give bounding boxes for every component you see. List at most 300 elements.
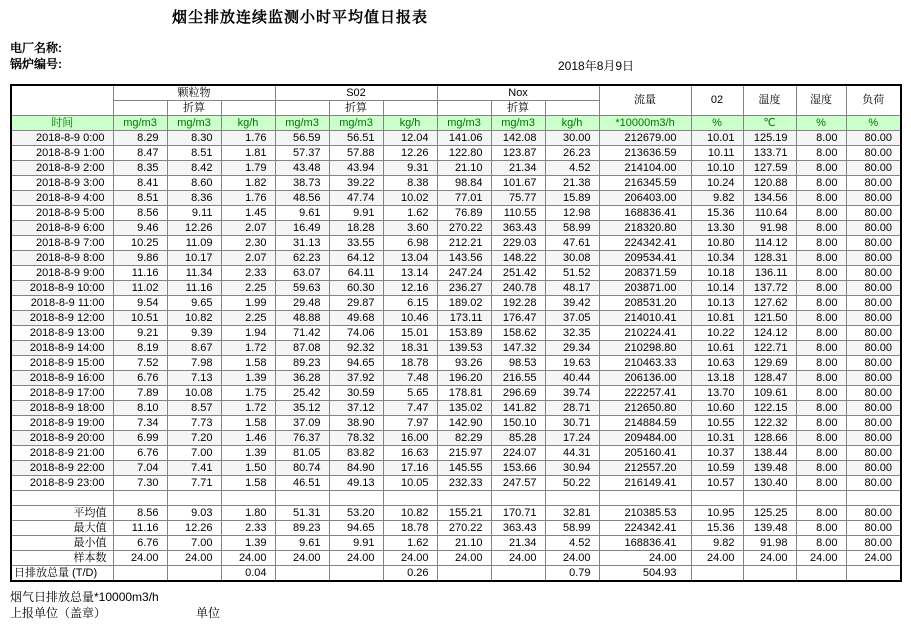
cell: 24.00 — [275, 551, 329, 566]
cell: 9.39 — [167, 326, 221, 341]
cell: 8.42 — [167, 161, 221, 176]
cell: 8.00 — [796, 176, 846, 191]
cell: 216.55 — [491, 371, 545, 386]
cell: 32.81 — [545, 506, 599, 521]
cell: 8.57 — [167, 401, 221, 416]
table-row — [11, 146, 901, 161]
cell: 10.60 — [691, 401, 743, 416]
cell: 43.48 — [275, 161, 329, 176]
cell: 12.26 — [167, 221, 221, 236]
cell: 40.44 — [545, 371, 599, 386]
column-load-header: 负荷 — [846, 85, 901, 116]
table-row — [11, 431, 901, 446]
cell: 8.00 — [796, 461, 846, 476]
cell: 128.66 — [743, 431, 796, 446]
unit-cell: % — [691, 116, 743, 131]
cell: 12.26 — [383, 146, 437, 161]
cell: 64.12 — [329, 251, 383, 266]
cell: 8.19 — [113, 341, 167, 356]
cell: 8.36 — [167, 191, 221, 206]
cell: 363.43 — [491, 221, 545, 236]
cell: 9.65 — [167, 296, 221, 311]
cell: 122.32 — [743, 416, 796, 431]
cell: 8.10 — [113, 401, 167, 416]
cell: 8.00 — [796, 281, 846, 296]
cell: 53.20 — [329, 506, 383, 521]
cell: 1.58 — [221, 476, 275, 491]
cell: 1.81 — [221, 146, 275, 161]
cell: 1.45 — [221, 206, 275, 221]
cell: 10.11 — [691, 146, 743, 161]
cell: 56.51 — [329, 131, 383, 146]
unit-cell: *10000m3/h — [599, 116, 691, 131]
cell: 148.22 — [491, 251, 545, 266]
cell: 24.00 — [491, 551, 545, 566]
cell: 8.38 — [383, 176, 437, 191]
cell: 212557.20 — [599, 461, 691, 476]
cell: 216345.59 — [599, 176, 691, 191]
cell: 11.09 — [167, 236, 221, 251]
cell: 80.00 — [846, 341, 901, 356]
cell: 37.92 — [329, 371, 383, 386]
cell: 1.39 — [221, 446, 275, 461]
cell: 6.15 — [383, 296, 437, 311]
cell: 18.78 — [383, 521, 437, 536]
cell: 37.12 — [329, 401, 383, 416]
time-cell: 2018-8-9 6:00 — [11, 221, 113, 236]
empty-cell — [11, 491, 113, 506]
cell: 8.00 — [796, 356, 846, 371]
cell: 137.72 — [743, 281, 796, 296]
unit-cell: % — [796, 116, 846, 131]
cell: 10.63 — [691, 356, 743, 371]
conversion-label: 折算 — [167, 101, 221, 116]
time-cell: 2018-8-9 8:00 — [11, 251, 113, 266]
cell: 192.28 — [491, 296, 545, 311]
cell: 80.00 — [846, 146, 901, 161]
time-cell: 2018-8-9 1:00 — [11, 146, 113, 161]
cell: 128.47 — [743, 371, 796, 386]
cell: 49.13 — [329, 476, 383, 491]
cell: 1.72 — [221, 341, 275, 356]
cell: 145.55 — [437, 461, 491, 476]
cell: 56.59 — [275, 131, 329, 146]
unit-cell: mg/m3 — [113, 116, 167, 131]
cell: 78.32 — [329, 431, 383, 446]
cell: 1.62 — [383, 206, 437, 221]
cell: 8.51 — [167, 146, 221, 161]
cell: 28.71 — [545, 401, 599, 416]
column-flow-header: 流量 — [599, 85, 691, 116]
cell: 136.11 — [743, 266, 796, 281]
cell: 127.62 — [743, 296, 796, 311]
empty-subheader — [383, 101, 437, 116]
cell: 37.09 — [275, 416, 329, 431]
time-cell: 2018-8-9 7:00 — [11, 236, 113, 251]
cell: 18.31 — [383, 341, 437, 356]
cell: 7.98 — [167, 356, 221, 371]
cell: 122.80 — [437, 146, 491, 161]
column-temperature-header: 温度 — [743, 85, 796, 116]
cell: 142.90 — [437, 416, 491, 431]
cell: 210385.53 — [599, 506, 691, 521]
time-cell: 2018-8-9 2:00 — [11, 161, 113, 176]
cell: 13.70 — [691, 386, 743, 401]
time-cell: 2018-8-9 19:00 — [11, 416, 113, 431]
cell: 8.00 — [796, 521, 846, 536]
column-humidity-header: 湿度 — [796, 85, 846, 116]
cell: 2.25 — [221, 281, 275, 296]
cell: 8.30 — [167, 131, 221, 146]
unit-cell: mg/m3 — [275, 116, 329, 131]
cell: 168836.41 — [599, 206, 691, 221]
cell: 8.00 — [796, 296, 846, 311]
cell: 80.00 — [846, 296, 901, 311]
cell: 213636.59 — [599, 146, 691, 161]
cell: 7.48 — [383, 371, 437, 386]
time-cell: 2018-8-9 5:00 — [11, 206, 113, 221]
cell: 138.44 — [743, 446, 796, 461]
empty-cell — [691, 491, 743, 506]
cell: 8.00 — [796, 341, 846, 356]
cell — [491, 566, 545, 582]
cell: 43.94 — [329, 161, 383, 176]
cell: 224.07 — [491, 446, 545, 461]
cell: 60.30 — [329, 281, 383, 296]
cell: 17.16 — [383, 461, 437, 476]
cell: 80.00 — [846, 251, 901, 266]
cell: 89.23 — [275, 356, 329, 371]
time-cell: 2018-8-9 22:00 — [11, 461, 113, 476]
cell: 18.78 — [383, 356, 437, 371]
cell: 8.00 — [796, 506, 846, 521]
table-row — [11, 386, 901, 401]
unit-cell: mg/m3 — [491, 116, 545, 131]
cell: 109.61 — [743, 386, 796, 401]
cell: 8.00 — [796, 191, 846, 206]
cell: 7.00 — [167, 446, 221, 461]
cell: 51.52 — [545, 266, 599, 281]
cell: 7.47 — [383, 401, 437, 416]
empty-cell — [599, 491, 691, 506]
cell: 9.03 — [167, 506, 221, 521]
cell: 196.20 — [437, 371, 491, 386]
cell — [167, 566, 221, 582]
cell: 0.04 — [221, 566, 275, 582]
cell: 80.00 — [846, 221, 901, 236]
cell: 92.32 — [329, 341, 383, 356]
column-o2-header: 02 — [691, 85, 743, 116]
cell: 7.97 — [383, 416, 437, 431]
cell: 8.00 — [796, 476, 846, 491]
cell — [846, 566, 901, 582]
cell: 153.66 — [491, 461, 545, 476]
cell: 11.16 — [113, 266, 167, 281]
summary-row — [11, 566, 901, 582]
time-cell: 2018-8-9 9:00 — [11, 266, 113, 281]
cell: 80.00 — [846, 521, 901, 536]
cell: 64.11 — [329, 266, 383, 281]
cell: 114.12 — [743, 236, 796, 251]
cell: 209534.41 — [599, 251, 691, 266]
cell: 247.57 — [491, 476, 545, 491]
corner-cell — [11, 85, 113, 116]
cell: 12.16 — [383, 281, 437, 296]
cell: 10.14 — [691, 281, 743, 296]
table-row — [11, 401, 901, 416]
cell — [275, 566, 329, 582]
time-cell: 2018-8-9 20:00 — [11, 431, 113, 446]
cell: 9.86 — [113, 251, 167, 266]
unit-cell: kg/h — [545, 116, 599, 131]
cell: 80.00 — [846, 266, 901, 281]
cell: 1.99 — [221, 296, 275, 311]
cell: 224342.41 — [599, 521, 691, 536]
cell: 209484.00 — [599, 431, 691, 446]
cell — [743, 566, 796, 582]
cell: 3.60 — [383, 221, 437, 236]
cell: 10.59 — [691, 461, 743, 476]
cell: 10.22 — [691, 326, 743, 341]
cell: 10.02 — [383, 191, 437, 206]
cell: 1.76 — [221, 131, 275, 146]
time-cell: 2018-8-9 13:00 — [11, 326, 113, 341]
cell: 10.81 — [691, 311, 743, 326]
cell: 1.76 — [221, 191, 275, 206]
cell: 6.99 — [113, 431, 167, 446]
time-cell: 2018-8-9 3:00 — [11, 176, 113, 191]
cell: 80.00 — [846, 386, 901, 401]
cell: 9.21 — [113, 326, 167, 341]
cell: 48.88 — [275, 311, 329, 326]
cell: 8.00 — [796, 131, 846, 146]
cell: 1.94 — [221, 326, 275, 341]
cell: 98.53 — [491, 356, 545, 371]
cell: 80.00 — [846, 536, 901, 551]
cell: 8.00 — [796, 401, 846, 416]
cell: 8.00 — [796, 206, 846, 221]
cell: 15.89 — [545, 191, 599, 206]
cell: 139.53 — [437, 341, 491, 356]
cell: 13.14 — [383, 266, 437, 281]
cell: 21.10 — [437, 536, 491, 551]
cell: 236.27 — [437, 281, 491, 296]
empty-cell — [491, 491, 545, 506]
cell: 8.00 — [796, 431, 846, 446]
cell: 158.62 — [491, 326, 545, 341]
cell: 124.12 — [743, 326, 796, 341]
cell: 0.26 — [383, 566, 437, 582]
cell: 1.58 — [221, 416, 275, 431]
cell: 129.69 — [743, 356, 796, 371]
cell: 80.00 — [846, 131, 901, 146]
cell: 189.02 — [437, 296, 491, 311]
cell: 251.42 — [491, 266, 545, 281]
cell: 122.15 — [743, 401, 796, 416]
cell: 10.82 — [167, 311, 221, 326]
cell: 232.33 — [437, 476, 491, 491]
unit-cell: mg/m3 — [329, 116, 383, 131]
cell: 110.64 — [743, 206, 796, 221]
time-cell: 2018-8-9 11:00 — [11, 296, 113, 311]
table-row — [11, 341, 901, 356]
cell: 77.01 — [437, 191, 491, 206]
cell: 8.67 — [167, 341, 221, 356]
cell: 8.00 — [796, 416, 846, 431]
cell: 12.26 — [167, 521, 221, 536]
cell: 17.24 — [545, 431, 599, 446]
cell: 47.61 — [545, 236, 599, 251]
cell: 216149.41 — [599, 476, 691, 491]
cell: 9.91 — [329, 536, 383, 551]
summary-label: 样本数 — [11, 551, 113, 566]
cell: 58.99 — [545, 221, 599, 236]
table-row — [11, 416, 901, 431]
cell: 8.56 — [113, 206, 167, 221]
cell: 10.37 — [691, 446, 743, 461]
cell: 91.98 — [743, 221, 796, 236]
cell: 1.39 — [221, 536, 275, 551]
cell: 214104.00 — [599, 161, 691, 176]
cell: 4.52 — [545, 536, 599, 551]
cell: 7.13 — [167, 371, 221, 386]
cell: 143.56 — [437, 251, 491, 266]
cell: 10.10 — [691, 161, 743, 176]
cell: 38.90 — [329, 416, 383, 431]
cell: 7.52 — [113, 356, 167, 371]
cell: 16.00 — [383, 431, 437, 446]
table-row — [11, 476, 901, 491]
cell: 1.75 — [221, 386, 275, 401]
cell: 1.82 — [221, 176, 275, 191]
cell: 270.22 — [437, 521, 491, 536]
cell: 10.46 — [383, 311, 437, 326]
cell: 44.31 — [545, 446, 599, 461]
cell: 58.99 — [545, 521, 599, 536]
cell: 125.19 — [743, 131, 796, 146]
empty-subheader — [545, 101, 599, 116]
cell: 296.69 — [491, 386, 545, 401]
cell: 7.89 — [113, 386, 167, 401]
cell — [691, 566, 743, 582]
unit-cell: kg/h — [383, 116, 437, 131]
cell: 80.00 — [846, 281, 901, 296]
cell: 203871.00 — [599, 281, 691, 296]
cell: 30.59 — [329, 386, 383, 401]
cell: 206136.00 — [599, 371, 691, 386]
cell: 29.34 — [545, 341, 599, 356]
conversion-label: 折算 — [491, 101, 545, 116]
cell: 173.11 — [437, 311, 491, 326]
cell: 10.57 — [691, 476, 743, 491]
cell: 24.00 — [545, 551, 599, 566]
empty-cell — [437, 491, 491, 506]
cell: 153.89 — [437, 326, 491, 341]
empty-cell — [275, 491, 329, 506]
boiler-number-label: 锅炉编号: — [10, 57, 62, 71]
time-cell: 2018-8-9 10:00 — [11, 281, 113, 296]
cell: 80.00 — [846, 326, 901, 341]
table-row — [11, 371, 901, 386]
cell: 82.29 — [437, 431, 491, 446]
cell: 10.08 — [167, 386, 221, 401]
empty-cell — [846, 491, 901, 506]
cell: 1.62 — [383, 536, 437, 551]
cell: 39.42 — [545, 296, 599, 311]
cell: 9.46 — [113, 221, 167, 236]
cell: 9.82 — [691, 191, 743, 206]
cell: 49.68 — [329, 311, 383, 326]
cell: 8.00 — [796, 266, 846, 281]
table-row — [11, 131, 901, 146]
cell: 24.00 — [599, 551, 691, 566]
table-row — [11, 296, 901, 311]
unit-cell: ℃ — [743, 116, 796, 131]
cell: 9.82 — [691, 536, 743, 551]
cell: 210298.80 — [599, 341, 691, 356]
cell: 9.91 — [329, 206, 383, 221]
cell: 24.00 — [329, 551, 383, 566]
cell: 141.82 — [491, 401, 545, 416]
table-row — [11, 311, 901, 326]
cell: 133.71 — [743, 146, 796, 161]
monitoring-table — [10, 84, 902, 582]
cell: 24.00 — [113, 551, 167, 566]
table-row — [11, 446, 901, 461]
cell: 8.00 — [796, 326, 846, 341]
summary-label: 日排放总量 (T/D) — [11, 566, 113, 582]
cell: 224342.41 — [599, 236, 691, 251]
cell: 16.49 — [275, 221, 329, 236]
cell: 30.00 — [545, 131, 599, 146]
cell: 80.00 — [846, 206, 901, 221]
cell: 80.00 — [846, 356, 901, 371]
cell: 21.34 — [491, 161, 545, 176]
cell: 1.39 — [221, 371, 275, 386]
cell: 10.80 — [691, 236, 743, 251]
cell: 123.87 — [491, 146, 545, 161]
cell: 214884.59 — [599, 416, 691, 431]
cell: 212650.80 — [599, 401, 691, 416]
cell: 150.10 — [491, 416, 545, 431]
cell: 127.59 — [743, 161, 796, 176]
table-row — [11, 221, 901, 236]
empty-cell — [383, 491, 437, 506]
cell: 8.00 — [796, 236, 846, 251]
empty-subheader — [275, 101, 329, 116]
cell: 80.00 — [846, 461, 901, 476]
summary-label: 平均值 — [11, 506, 113, 521]
cell: 222257.41 — [599, 386, 691, 401]
table-row — [11, 206, 901, 221]
cell: 1.58 — [221, 356, 275, 371]
cell: 178.81 — [437, 386, 491, 401]
cell: 139.48 — [743, 461, 796, 476]
table-row — [11, 251, 901, 266]
cell: 80.00 — [846, 371, 901, 386]
cell: 80.00 — [846, 446, 901, 461]
empty-cell — [221, 491, 275, 506]
empty-subheader — [221, 101, 275, 116]
cell: 15.36 — [691, 206, 743, 221]
cell: 30.94 — [545, 461, 599, 476]
cell: 10.95 — [691, 506, 743, 521]
cell: 8.00 — [796, 371, 846, 386]
cell: 101.67 — [491, 176, 545, 191]
time-cell: 2018-8-9 0:00 — [11, 131, 113, 146]
cell: 270.22 — [437, 221, 491, 236]
cell: 74.06 — [329, 326, 383, 341]
